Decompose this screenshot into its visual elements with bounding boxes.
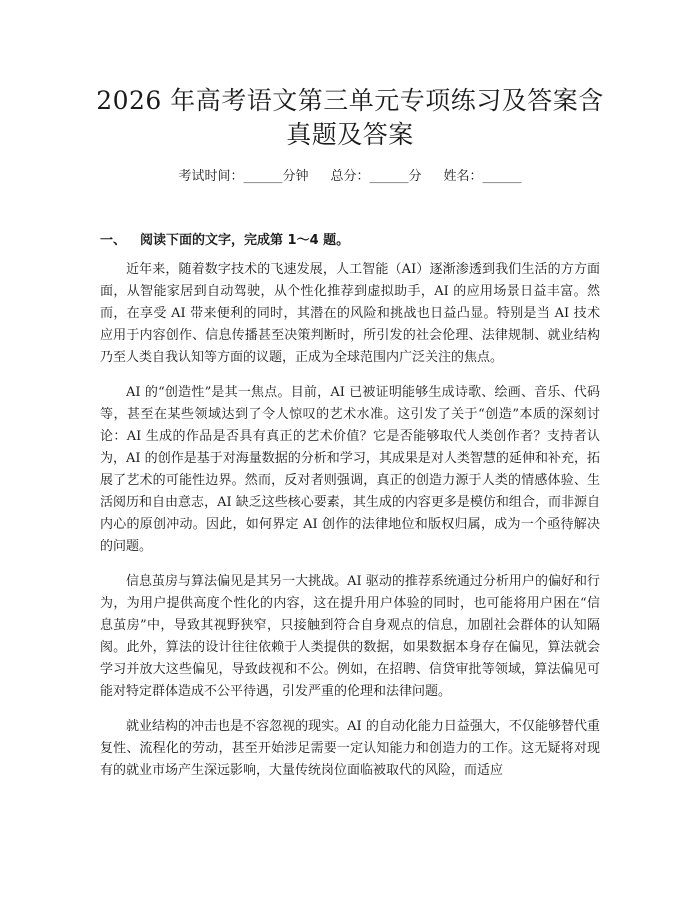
section-instruction: 阅读下面的文字，完成第 1～4 题。 — [140, 233, 350, 248]
passage-paragraph-4: 就业结构的冲击也是不容忽视的现实。AI 的自动化能力日益强大，不仅能够替代重复性、流程化的劳动，甚至开始涉足需要一定认知能力和创造力的工作。这无疑将对现有的就业市场产生深远影响，大量传统岗位面临被取代的风险，而适应 — [100, 719, 600, 778]
exam-time-label: 考试时间： — [178, 169, 244, 184]
total-score-label: 总分： — [330, 169, 370, 184]
student-name-blank: ______ — [482, 169, 522, 184]
passage-paragraph-2: AI 的“创造性”是其一焦点。目前，AI 已被证明能够生成诗歌、绘画、音乐、代码等，甚至在某些领域达到了令人惊叹的艺术水准。这引发了关于“创造”本质的深刻讨论：AI 生成的作品是否具有真正的艺术价值？它是否能够取代人类创作者？支持者认为，AI 的创作是基于对海量数据的分析和学习，其成果是对人类智慧的延伸和补充，拓展了艺术的可能性边界。然而，反对者则强调，真正的创造力源于人类的情感体验、生活阅历和自由意志，AI 缺乏这些核心要素，其生成的内容更多是模仿和组合，而非源自内心的原创冲动。因此，如何界定 AI 创作的法律地位和版权归属，成为一个亟待解决的问题。 — [100, 385, 600, 554]
exam-time-blank: ______ — [243, 169, 283, 184]
exam-info-line — [0, 168, 700, 186]
document-title-line-2: 真题及答案 — [286, 120, 414, 149]
exam-time-unit: 分钟 — [282, 169, 309, 184]
section-heading — [100, 232, 349, 250]
section-number: 一、 — [100, 233, 127, 248]
student-name-label: 姓名： — [443, 169, 483, 184]
reading-passage — [100, 259, 600, 795]
total-score-blank: ______ — [369, 169, 409, 184]
total-score-unit: 分 — [408, 169, 422, 184]
passage-paragraph-1: 近年来，随着数字技术的飞速发展，人工智能（AI）逐渐渗透到我们生活的方方面面，从智能家居到自动驾驶，从个性化推荐到虚拟助手，AI 的应用场景日益丰富。然而，在享受 AI 带来便利的同时，其潜在的风险和挑战也日益凸显。特别是当 AI 技术应用于内容创作、信息传播甚至决策判断时，所引发的社会伦理、法律规制、就业结构乃至人类自我认知等方面的议题，正成为全球范围内广泛关注的焦点。 — [100, 262, 600, 365]
document-title-line-1: 2026 年高考语文第三单元专项练习及答案含 — [96, 86, 604, 115]
passage-paragraph-3: 信息茧房与算法偏见是其另一大挑战。AI 驱动的推荐系统通过分析用户的偏好和行为，为用户提供高度个性化的内容，这在提升用户体验的同时，也可能将用户困在“信息茧房”中，导致其视野狭窄，只接触到符合自身观点的信息，加剧社会群体的认知隔阂。此外，算法的设计往往依赖于人类提供的数据，如果数据本身存在偏见，算法就会学习并放大这些偏见，导致歧视和不公。例如，在招聘、信贷审批等领域，算法偏见可能对特定群体造成不公平待遇，引发严重的伦理和法律问题。 — [100, 574, 600, 699]
